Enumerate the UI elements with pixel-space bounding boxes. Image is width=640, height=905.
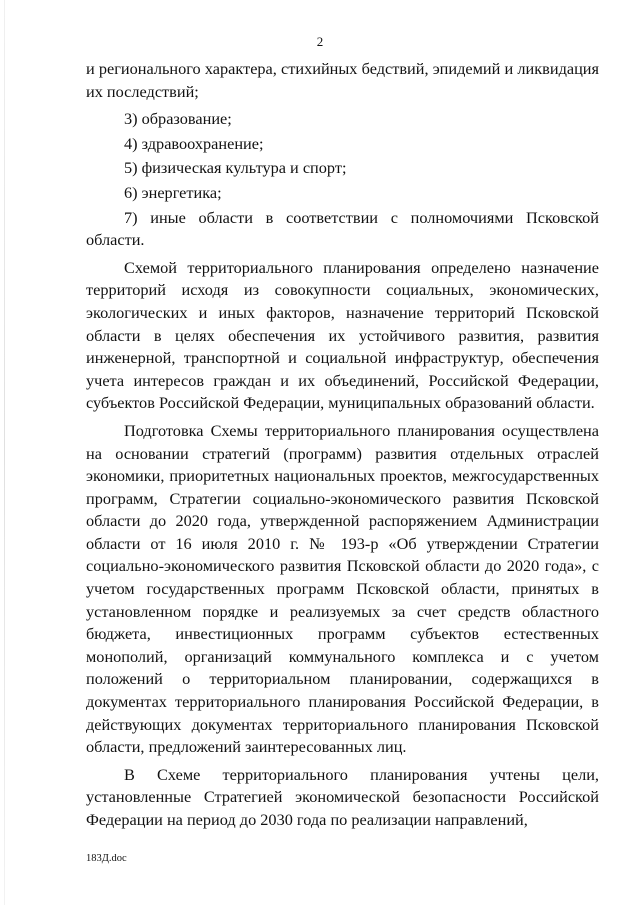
list-item-education: 3) образование; (124, 109, 232, 129)
list-item-other-areas: 7) иные области в соответствии с полномочиями Псковской области. (86, 207, 599, 250)
list-item-sport: 5) физическая культура и спорт; (124, 158, 347, 178)
footer-filename: 183Д.doc (86, 853, 127, 864)
list-item-energy: 6) энергетика; (124, 182, 222, 202)
scan-edge-shadow (4, 0, 5, 905)
page-number: 2 (316, 34, 324, 49)
paragraph-continuation: и регионального характера, стихийных бедствий, эпидемий и ликвидация их последствий; (86, 59, 599, 101)
document-body (86, 58, 599, 837)
paragraph-territory-purpose: Схемой территориального планирования определено назначение территорий исходя из совокупности социальных, экономических, экологических и иных факторов, назначение территорий Псковской области в целях обеспечения их устойчивого развития, развития инженерной, транспортной и социальной инфраструктур, обеспечения учета интересов граждан и их объединений, Российской Федерации, субъектов Российской Федерации, муниципальных образований области. (86, 257, 599, 413)
paragraph-strategy-goals: В Схеме территориального планирования учтены цели, установленные Стратегией экономической безопасности Российской Федерации на период до 2030 года по реализации направлений, (86, 764, 599, 829)
paragraph-scheme-preparation: Подготовка Схемы территориального планирования осуществлена на основании стратегий (программ) развития отдельных отраслей экономики, приоритетных национальных проектов, межгосударственных программ, Стратегии социально-экономического развития Псковской области до 2020 года, утвержденной распоряжением Администрации области от 16 июля 2010 г. № 193-р «Об утверждении Стратегии социально-экономического развития Псковской области до 2020 года», с учетом государственных программ Псковской области, принятых в установленном порядке и реализуемых за счет средств областного бюджета, инвестиционных программ субъектов естественных монополий, организаций коммунального комплекса и с учетом положений о территориальном планировании, содержащихся в документах территориального планирования Российской Федерации, в действующих документах территориального планирования Псковской области, предложений заинтересованных лиц. (86, 420, 599, 757)
list-item-healthcare: 4) здравоохранение; (124, 133, 264, 153)
